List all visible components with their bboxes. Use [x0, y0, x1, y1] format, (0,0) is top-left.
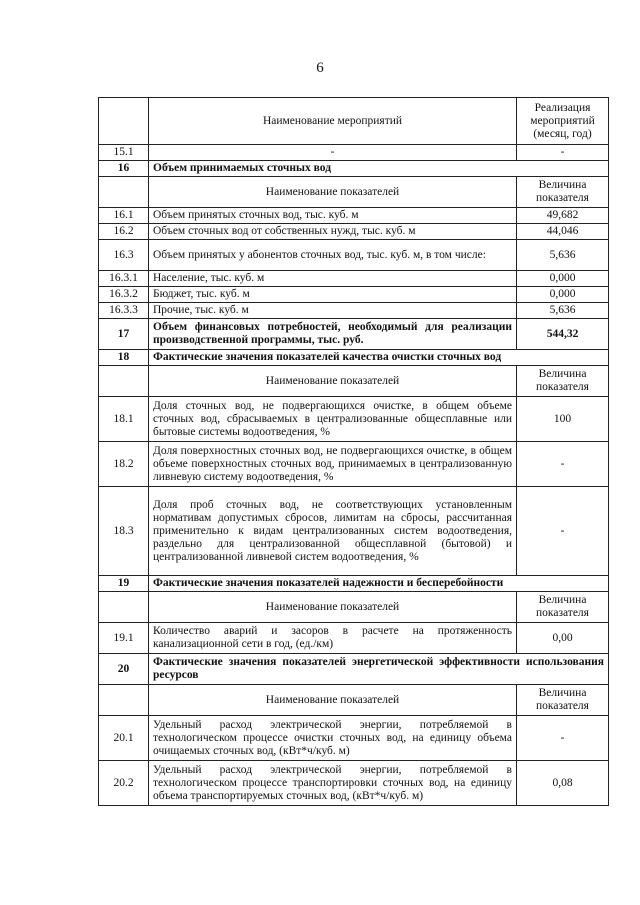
section-value: 544,32: [517, 319, 609, 350]
table-row: [99, 442, 609, 487]
header-value-cell: Реализация мероприятий (месяц, год): [517, 98, 609, 145]
header-name-cell: Наименование мероприятий: [149, 98, 517, 145]
section-number: 18: [99, 350, 149, 366]
row-name: Прочие, тыс. куб. м: [149, 303, 517, 319]
row-name: -: [149, 145, 517, 161]
section-row-16: [99, 161, 609, 177]
table-row: [99, 240, 609, 271]
row-name: Удельный расход электрической энергии, потребляемой в технологическом процессе транспортировки сточных вод, на единицу объема транспортируемых сточных вод, (кВт*ч/куб. м): [149, 761, 517, 806]
row-value: 0,000: [517, 271, 609, 287]
row-value: -: [517, 145, 609, 161]
row-value: 5,636: [517, 303, 609, 319]
table-row: [99, 145, 609, 161]
table-header-row: [99, 98, 609, 145]
section-title: Фактические значения показателей качества очистки сточных вод: [149, 350, 609, 366]
table-row: [99, 271, 609, 287]
subheader-name: Наименование показателей: [149, 366, 517, 397]
subheader-value: Величина показателя: [517, 366, 609, 397]
section-number: 16: [99, 161, 149, 177]
section-title: Фактические значения показателей надежности и бесперебойности: [149, 576, 609, 592]
section-title: Объем финансовых потребностей, необходимый для реализации производственной программы, тыс. руб.: [149, 319, 517, 350]
row-value: 0,08: [517, 761, 609, 806]
subheader-value: Величина показателя: [517, 685, 609, 716]
table-row: [99, 224, 609, 240]
table-row: [99, 287, 609, 303]
row-value: 5,636: [517, 240, 609, 271]
section-row-19: [99, 576, 609, 592]
row-number: 18.1: [99, 397, 149, 442]
row-name: Доля поверхностных сточных вод, не подвергающихся очистке, в общем объеме поверхностных сточных вод, принимаемых в централизованную ливневую систему водоотведения, %: [149, 442, 517, 487]
table-row: [99, 487, 609, 576]
table-row: [99, 397, 609, 442]
row-number: 20.2: [99, 761, 149, 806]
subheader-value: Величина показателя: [517, 592, 609, 623]
subheader-num-cell: [99, 685, 149, 716]
program-table: [98, 97, 609, 806]
header-num-cell: [99, 98, 149, 145]
row-number: 16.1: [99, 208, 149, 224]
section-row-18: [99, 350, 609, 366]
page-number: 6: [316, 60, 324, 76]
row-name: Объем принятых сточных вод, тыс. куб. м: [149, 208, 517, 224]
row-number: 18.2: [99, 442, 149, 487]
table-row: [99, 761, 609, 806]
row-name: Удельный расход электрической энергии, потребляемой в технологическом процессе очистки сточных вод, на единицу объема очищаемых сточных вод, (кВт*ч/куб. м): [149, 716, 517, 761]
row-number: 18.3: [99, 487, 149, 576]
row-value: 0,000: [517, 287, 609, 303]
section-title: Фактические значения показателей энергетической эффективности использования ресурсов: [149, 654, 609, 685]
row-number: 15.1: [99, 145, 149, 161]
row-value: -: [517, 487, 609, 576]
subheader-name: Наименование показателей: [149, 685, 517, 716]
row-value: 44,046: [517, 224, 609, 240]
row-value: 49,682: [517, 208, 609, 224]
row-number: 16.3: [99, 240, 149, 271]
row-name: Население, тыс. куб. м: [149, 271, 517, 287]
row-number: 19.1: [99, 623, 149, 654]
subheader-row: [99, 366, 609, 397]
row-value: 0,00: [517, 623, 609, 654]
row-name: Доля проб сточных вод, не соответствующих установленным нормативам допустимых сбросов, лимитам на сбросы, рассчитанная применительно к видам централизованных систем водоотведения, раздельно для централизованной общесплавной (бытовой) и централизованной ливневой систем водоотведения, %: [149, 487, 517, 576]
subheader-num-cell: [99, 177, 149, 208]
row-number: 16.3.1: [99, 271, 149, 287]
row-name: Доля сточных вод, не подвергающихся очистке, в общем объеме сточных вод, сбрасываемых в централизованные общесплавные или бытовые системы водоотведения, %: [149, 397, 517, 442]
subheader-value: Величина показателя: [517, 177, 609, 208]
row-number: 16.2: [99, 224, 149, 240]
section-number: 20: [99, 654, 149, 685]
section-number: 17: [99, 319, 149, 350]
section-number: 19: [99, 576, 149, 592]
row-name: Бюджет, тыс. куб. м: [149, 287, 517, 303]
subheader-num-cell: [99, 366, 149, 397]
row-number: 20.1: [99, 716, 149, 761]
table-row: [99, 303, 609, 319]
row-number: 16.3.3: [99, 303, 149, 319]
subheader-row: [99, 685, 609, 716]
subheader-name: Наименование показателей: [149, 177, 517, 208]
row-value: -: [517, 442, 609, 487]
table-row: [99, 208, 609, 224]
section-row-17: [99, 319, 609, 350]
row-value: -: [517, 716, 609, 761]
subheader-num-cell: [99, 592, 149, 623]
row-name: Объем принятых у абонентов сточных вод, тыс. куб. м, в том числе:: [149, 240, 517, 271]
row-name: Объем сточных вод от собственных нужд, тыс. куб. м: [149, 224, 517, 240]
subheader-row: [99, 177, 609, 208]
section-title: Объем принимаемых сточных вод: [149, 161, 609, 177]
row-value: 100: [517, 397, 609, 442]
row-name: Количество аварий и засоров в расчете на протяженность канализационной сети в год, (ед./км): [149, 623, 517, 654]
table-row: [99, 623, 609, 654]
subheader-row: [99, 592, 609, 623]
row-number: 16.3.2: [99, 287, 149, 303]
subheader-name: Наименование показателей: [149, 592, 517, 623]
table-row: [99, 716, 609, 761]
section-row-20: [99, 654, 609, 685]
